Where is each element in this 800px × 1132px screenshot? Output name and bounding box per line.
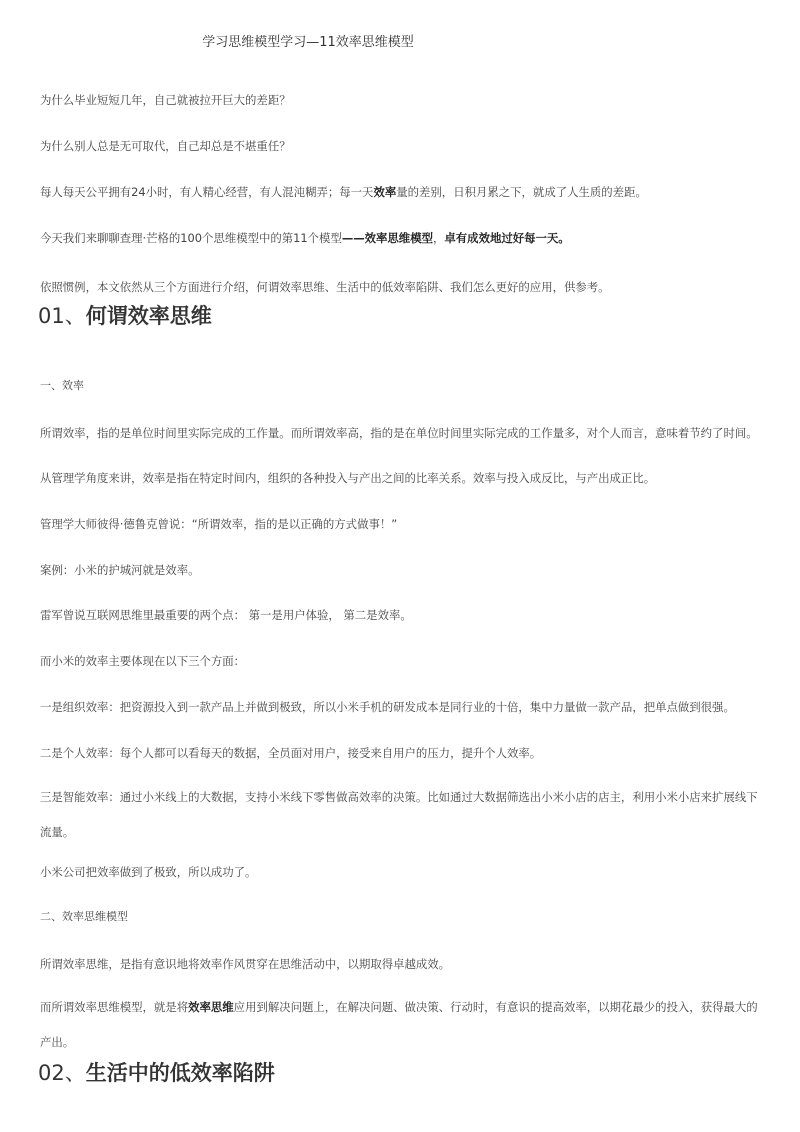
intro-p4-text-a: 今天我们来聊聊查理·芒格的100个思维模型中的第11个模型 — [40, 231, 342, 245]
section-1-paragraph-6: 而小米的效率主要体现在以下三个方面： — [40, 654, 246, 668]
intro-paragraph-4 — [40, 230, 764, 246]
section-2-number: 02、 — [38, 1061, 86, 1085]
section-2-title: 生活中的低效率陷阱 — [85, 1061, 275, 1085]
section-1-paragraph-3: 管理学大师彼得·德鲁克曾说：“所谓效率，指的是以正确的方式做事！” — [40, 517, 398, 531]
intro-p3-bold: 效率 — [373, 185, 397, 199]
section-1-p12-text-a: 而所谓效率思维模型，就是将 — [40, 1000, 189, 1014]
intro-paragraph-3 — [40, 184, 764, 200]
section-1-p12-text-c: 应用到解决问题上，在解决问题、做决策、行动时，有意识的提高效率，以期花最少的投入，获得最大的产出。 — [40, 1000, 758, 1049]
document-title: 学习思维模型学习—11效率思维模型 — [202, 35, 414, 50]
intro-p3-text-c: 量的差别，日积月累之下，就成了人生质的差距。 — [396, 185, 647, 199]
section-1-paragraph-9: 三是智能效率：通过小米线上的大数据，支持小米线下零售做高效率的决策。比如通过大数据筛选出小米小店的店主，利用小米小店来扩展线下流量。 — [40, 790, 758, 839]
section-1-paragraph-8: 二是个人效率：每个人都可以看每天的数据，全员面对用户，接受来自用户的压力，提升个人效率。 — [40, 746, 542, 760]
section-1-subheading-1: 一、效率 — [40, 379, 84, 392]
intro-p4-text-c: ， — [432, 231, 445, 245]
section-1-paragraph-2: 从管理学角度来讲，效率是指在特定时间内，组织的各种投入与产出之间的比率关系。效率与投入成反比，与产出成正比。 — [40, 471, 656, 485]
intro-p4-bold-model: ——效率思维模型 — [341, 231, 433, 245]
section-1-paragraph-11: 所谓效率思维，是指有意识地将效率作风贯穿在思维活动中，以期取得卓越成效。 — [40, 957, 451, 971]
section-1-paragraph-12 — [40, 990, 764, 1060]
section-2-heading — [38, 1059, 275, 1087]
section-1-paragraph-4: 案例：小米的护城河就是效率。 — [40, 563, 200, 577]
intro-question-2: 为什么别人总是无可取代，自己却总是不堪重任？ — [40, 139, 291, 153]
intro-p4-bold-tagline: 卓有成效地过好每一天。 — [444, 231, 570, 245]
section-1-paragraph-10: 小米公司把效率做到了极致，所以成功了。 — [40, 865, 257, 879]
section-1-paragraph-1: 所谓效率，指的是单位时间里实际完成的工作量。而所谓效率高，指的是在单位时间里实际完成的工作量多，对个人而言，意味着节约了时间。 — [40, 426, 758, 440]
section-1-number: 01、 — [38, 304, 86, 328]
section-1-paragraph-5: 雷军曾说互联网思维里最重要的两个点： 第一是用户体验， 第二是效率。 — [40, 608, 412, 622]
intro-paragraph-5: 依照惯例，本文依然从三个方面进行介绍，何谓效率思维、生活中的低效率陷阱、我们怎么更好的应用，供参考。 — [40, 280, 610, 294]
section-1-subheading-2: 二、效率思维模型 — [40, 910, 128, 923]
section-1-title: 何谓效率思维 — [85, 304, 212, 328]
intro-question-1: 为什么毕业短短几年，自己就被拉开巨大的差距？ — [40, 93, 291, 107]
section-1-paragraph-7: 一是组织效率：把资源投入到一款产品上并做到极致，所以小米手机的研发成本是同行业的十倍，集中力量做一款产品，把单点做到很强。 — [40, 700, 735, 714]
section-1-heading — [38, 302, 212, 330]
section-1-p12-bold: 效率思维 — [188, 1000, 234, 1014]
intro-p3-text-a: 每人每天公平拥有24小时，有人精心经营，有人混沌糊弄；每一天 — [40, 185, 374, 199]
